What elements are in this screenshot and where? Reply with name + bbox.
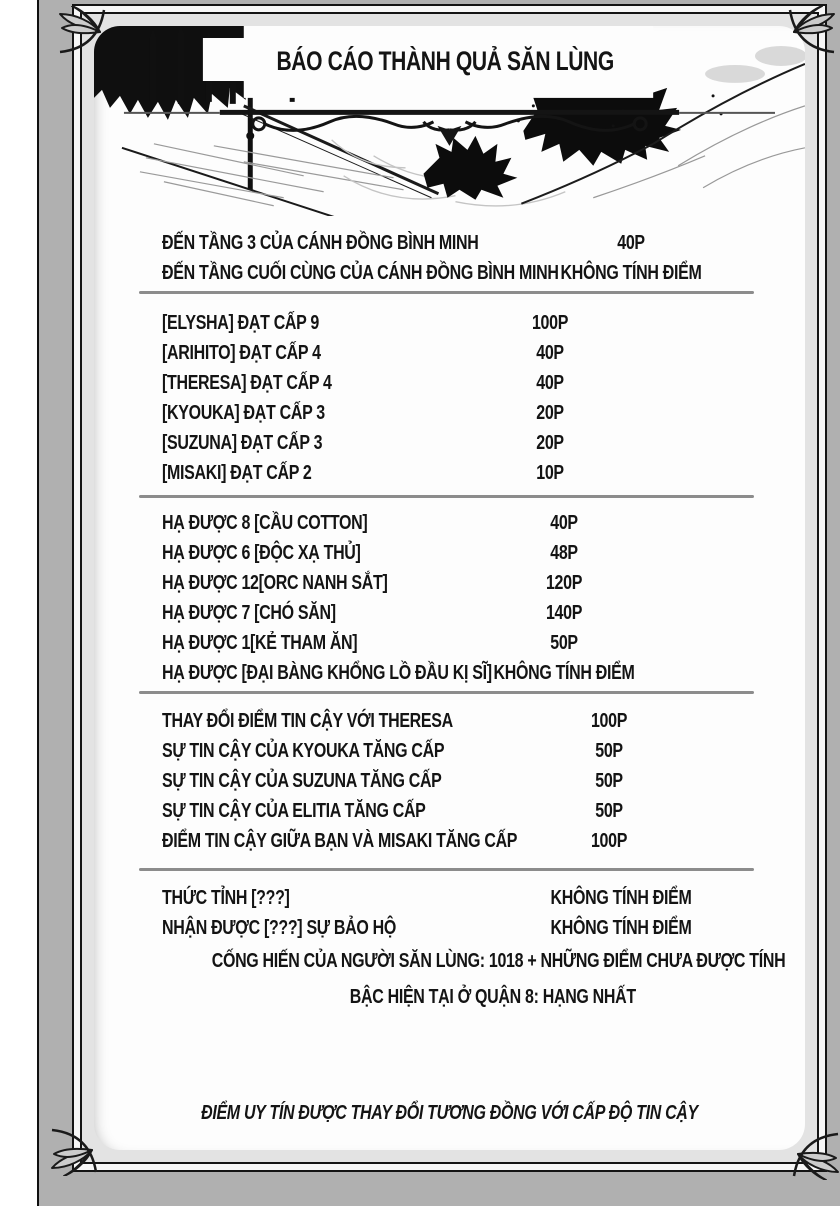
report-row bbox=[94, 568, 805, 598]
section-levels bbox=[94, 308, 805, 488]
row-label: SỰ TIN CẬY CỦA KYOUKA TĂNG CẤP bbox=[162, 740, 445, 762]
row-points: KHÔNG TÍNH ĐIỂM bbox=[493, 662, 635, 684]
report-row bbox=[94, 428, 805, 458]
report-content bbox=[94, 26, 805, 1150]
row-points: 40P bbox=[550, 512, 578, 534]
row-points: 20P bbox=[536, 402, 564, 424]
row-points: 40P bbox=[536, 372, 564, 394]
row-label: THỨC TỈNH [???] bbox=[162, 887, 290, 909]
row-label: HẠ ĐƯỢC [ĐẠI BÀNG KHỔNG LỒ ĐẦU KỊ SĨ] bbox=[162, 662, 492, 684]
section-trust bbox=[94, 706, 805, 856]
row-label: [ELYSHA] ĐẠT CẤP 9 bbox=[162, 312, 319, 334]
section-divider bbox=[139, 868, 754, 871]
report-row bbox=[94, 826, 805, 856]
report-row bbox=[94, 658, 805, 688]
row-label: HẠ ĐƯỢC 12[ORC NANH SẮT] bbox=[162, 572, 388, 594]
row-label: HẠ ĐƯỢC 6 [ĐỘC XẠ THỦ] bbox=[162, 542, 361, 564]
section-divider bbox=[139, 691, 754, 694]
row-points: 100P bbox=[590, 830, 628, 852]
row-label: ĐIỂM TIN CẬY GIỮA BẠN VÀ MISAKI TĂNG CẤP bbox=[162, 830, 518, 852]
row-points: 50P bbox=[595, 800, 623, 822]
section-floors bbox=[94, 228, 805, 288]
row-label: [SUZUNA] ĐẠT CẤP 3 bbox=[162, 432, 323, 454]
page-title: BÁO CÁO THÀNH QUẢ SĂN LÙNG bbox=[275, 46, 614, 76]
row-points: KHÔNG TÍNH ĐIỂM bbox=[560, 262, 702, 284]
report-row bbox=[94, 766, 805, 796]
row-label: [KYOUKA] ĐẠT CẤP 3 bbox=[162, 402, 325, 424]
header-art bbox=[94, 26, 805, 216]
row-points: 40P bbox=[617, 232, 645, 254]
report-row bbox=[94, 458, 805, 488]
corner-leaf-ornament-top-right bbox=[788, 6, 836, 54]
row-points: 140P bbox=[545, 602, 583, 624]
report-row bbox=[94, 338, 805, 368]
row-points: 50P bbox=[550, 632, 578, 654]
row-label: [THERESA] ĐẠT CẤP 4 bbox=[162, 372, 332, 394]
row-label: [ARIHITO] ĐẠT CẤP 4 bbox=[162, 342, 321, 364]
report-row bbox=[94, 883, 805, 913]
section-divider bbox=[139, 291, 754, 294]
report-row bbox=[94, 736, 805, 766]
district-rank-line: BẬC HIỆN TẠI Ở QUẬN 8: HẠNG NHẤT bbox=[349, 986, 636, 1008]
report-row bbox=[94, 508, 805, 538]
report-row bbox=[94, 368, 805, 398]
row-label: HẠ ĐƯỢC 1[KẺ THAM ĂN] bbox=[162, 632, 358, 654]
report-row bbox=[94, 308, 805, 338]
report-row bbox=[94, 598, 805, 628]
row-label: SỰ TIN CẬY CỦA ELITIA TĂNG CẤP bbox=[162, 800, 426, 822]
row-label: [MISAKI] ĐẠT CẤP 2 bbox=[162, 462, 312, 484]
section-kills bbox=[94, 508, 805, 688]
row-label: HẠ ĐƯỢC 8 [CẦU COTTON] bbox=[162, 512, 368, 534]
report-row bbox=[94, 796, 805, 826]
row-points: 40P bbox=[536, 342, 564, 364]
corner-leaf-ornament-bottom-left bbox=[50, 1128, 98, 1176]
section-divider bbox=[139, 495, 754, 498]
row-label: THAY ĐỔI ĐIỂM TIN CẬY VỚI THERESA bbox=[162, 710, 453, 732]
row-points: 10P bbox=[536, 462, 564, 484]
row-points: 100P bbox=[531, 312, 569, 334]
hunter-contribution-line: CỐNG HIẾN CỦA NGƯỜI SĂN LÙNG: 1018 + NHỮNG ĐIỂM CHƯA ĐƯỢC TÍNH bbox=[211, 950, 786, 972]
row-label: ĐẾN TẦNG 3 CỦA CÁNH ĐỒNG BÌNH MINH bbox=[162, 232, 479, 254]
row-label: SỰ TIN CẬY CỦA SUZUNA TĂNG CẤP bbox=[162, 770, 442, 792]
corner-leaf-ornament-top-left bbox=[58, 6, 106, 54]
row-label: NHẬN ĐƯỢC [???] SỰ BẢO HỘ bbox=[162, 917, 396, 939]
row-label: HẠ ĐƯỢC 7 [CHÓ SĂN] bbox=[162, 602, 336, 624]
report-row bbox=[94, 398, 805, 428]
report-row bbox=[94, 228, 805, 258]
corner-leaf-ornament-bottom-right bbox=[792, 1132, 840, 1180]
row-points: 50P bbox=[595, 770, 623, 792]
report-title-box bbox=[202, 38, 687, 81]
row-points: 48P bbox=[550, 542, 578, 564]
row-points: 100P bbox=[590, 710, 628, 732]
report-frame bbox=[80, 12, 819, 1164]
row-label: ĐẾN TẦNG CUỐI CÙNG CỦA CÁNH ĐỒNG BÌNH MINH bbox=[162, 262, 559, 284]
report-row bbox=[94, 628, 805, 658]
row-points: 120P bbox=[545, 572, 583, 594]
report-row bbox=[94, 913, 805, 943]
section-awakening bbox=[94, 883, 805, 943]
row-points: KHÔNG TÍNH ĐIỂM bbox=[550, 887, 692, 909]
report-row bbox=[94, 706, 805, 736]
title-flourish bbox=[124, 110, 775, 146]
row-points: 50P bbox=[595, 740, 623, 762]
report-row bbox=[94, 538, 805, 568]
footer-note: ĐIỂM UY TÍN ĐƯỢC THAY ĐỔI TƯƠNG ĐỒNG VỚI CẤP ĐỘ TIN CẬY bbox=[201, 1102, 698, 1124]
report-row bbox=[94, 258, 805, 288]
row-points: 20P bbox=[536, 432, 564, 454]
row-points: KHÔNG TÍNH ĐIỂM bbox=[550, 917, 692, 939]
